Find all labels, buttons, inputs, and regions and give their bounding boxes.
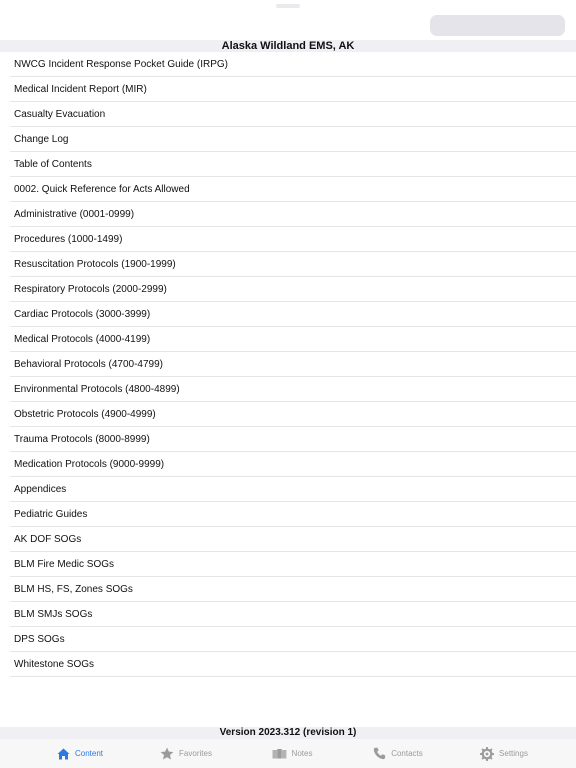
list-item[interactable]: Resuscitation Protocols (1900-1999) (0, 252, 576, 277)
list-item[interactable]: Table of Contents (0, 152, 576, 177)
section-header: Alaska Wildland EMS, AK (0, 40, 576, 52)
list-item[interactable]: Pediatric Guides (0, 502, 576, 527)
tab-bar (0, 739, 576, 768)
content-list (0, 52, 576, 677)
phone-icon (373, 747, 386, 760)
tab-label: Settings (499, 749, 528, 758)
list-item[interactable]: Obstetric Protocols (4900-4999) (0, 402, 576, 427)
tab-settings[interactable] (451, 739, 557, 768)
list-item[interactable]: AK DOF SOGs (0, 527, 576, 552)
list-item[interactable]: Procedures (1000-1499) (0, 227, 576, 252)
list-item[interactable]: Behavioral Protocols (4700-4799) (0, 352, 576, 377)
list-item[interactable]: Administrative (0001-0999) (0, 202, 576, 227)
list-item[interactable]: Medical Incident Report (MIR) (0, 77, 576, 102)
search-input[interactable] (430, 15, 565, 36)
list-item[interactable]: Environmental Protocols (4800-4899) (0, 377, 576, 402)
gear-icon (480, 747, 494, 761)
list-item[interactable]: Casualty Evacuation (0, 102, 576, 127)
top-bar (0, 0, 576, 40)
list-item[interactable]: NWCG Incident Response Pocket Guide (IRPG) (0, 52, 576, 77)
list-item[interactable]: DPS SOGs (0, 627, 576, 652)
list-item[interactable]: BLM Fire Medic SOGs (0, 552, 576, 577)
list-item[interactable]: Respiratory Protocols (2000-2999) (0, 277, 576, 302)
version-label: Version 2023.312 (revision 1) (0, 727, 576, 739)
list-item[interactable]: Change Log (0, 127, 576, 152)
list-item[interactable]: 0002. Quick Reference for Acts Allowed (0, 177, 576, 202)
list-item[interactable]: BLM SMJs SOGs (0, 602, 576, 627)
list-item[interactable]: Whitestone SOGs (0, 652, 576, 677)
list-item[interactable]: Appendices (0, 477, 576, 502)
tab-label: Content (74, 749, 104, 758)
window-grabber[interactable] (276, 4, 300, 8)
list-item[interactable]: BLM HS, FS, Zones SOGs (0, 577, 576, 602)
list-item[interactable]: Medical Protocols (4000-4199) (0, 327, 576, 352)
tab-label: Favorites (179, 749, 212, 758)
tab-contacts[interactable] (345, 739, 451, 768)
house-icon (57, 748, 70, 760)
star-icon (160, 747, 174, 760)
notes-icon (272, 748, 287, 759)
list-item[interactable]: Medication Protocols (9000-9999) (0, 452, 576, 477)
list-item[interactable]: Cardiac Protocols (3000-3999) (0, 302, 576, 327)
list-item[interactable]: Trauma Protocols (8000-8999) (0, 427, 576, 452)
tab-notes[interactable] (239, 739, 345, 768)
tab-favorites[interactable] (133, 739, 239, 768)
tab-content[interactable] (27, 739, 133, 768)
tab-label: Contacts (391, 749, 423, 758)
tab-label: Notes (291, 749, 313, 758)
